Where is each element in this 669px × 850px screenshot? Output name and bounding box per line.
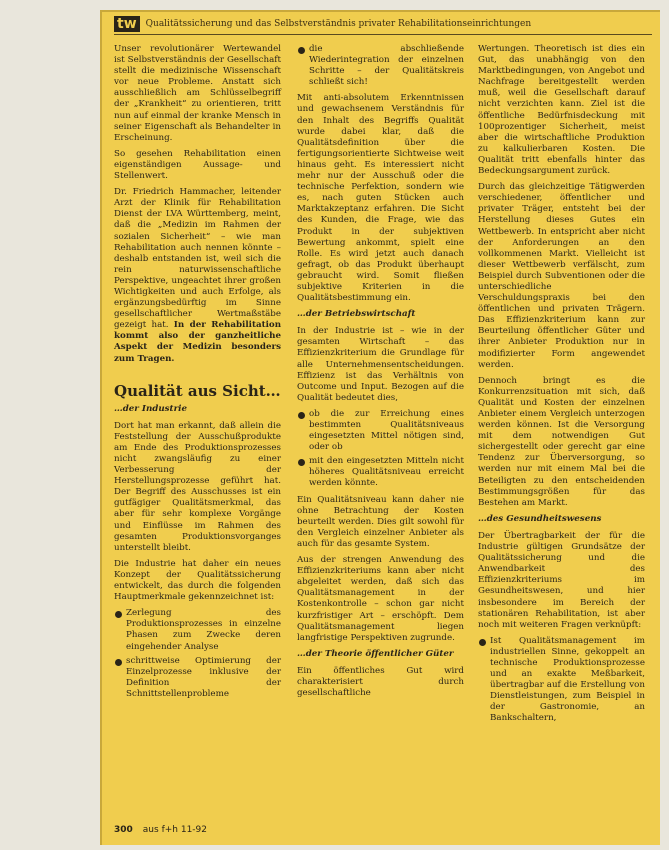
paragraph: So gesehen Rehabilitation einen eigenständigen Aussage- und Stellenwert. [114, 148, 281, 182]
paragraph: Die Industrie hat daher ein neues Konzept der Qualitätssicherung entwickelt, das durch die folgenden Hauptmerkmale gekennzeichnet ist: [114, 558, 281, 603]
section-heading: Qualität aus Sicht… [114, 381, 281, 400]
list-item: schrittweise Optimierung der Einzelprozesse inklusive der Definition der Schnittstellenprobleme [114, 656, 281, 700]
subheading: …der Theorie öffentlicher Güter [297, 648, 454, 659]
paragraph [114, 187, 281, 365]
magazine-logo: tw [114, 16, 140, 32]
column-1 [114, 44, 281, 705]
list-item: Ist Qualitätsmanagement im industriellen Sinne, gekoppelt an technische Produktionsprozesse und an exakte Meßbarkeit, übertragbar auf die Erstellung von Dienstleistungen, zum Beispiel in der Gastronomie, an Bankschaltern, [478, 636, 645, 725]
list-item: ob die zur Erreichung eines bestimmten Qualitätsniveaus eingesetzten Mittel nötigen sind, oder ob [297, 409, 464, 453]
document-page [100, 10, 660, 845]
paragraph: Der Übertragbarkeit der für die Industrie gültigen Grundsätze der Qualitätssicherung und die Anwendbarkeit des Effizienzkriteriums im Gesundheitswesen, und hier insbesondere im Bereich der stationären Rehabilitation, ist aber noch mit weiteren Fragen verknüpft: [478, 530, 645, 630]
bullet-list [114, 608, 281, 700]
paragraph: Wertungen. Theoretisch ist dies ein Gut, das unabhängig von den Marktbedingungen, von Angebot und Nachfrage bereitgestellt werden muß, weil die Gesellschaft darauf nicht verzichten kann. Ziel ist die öffentliche Bedürfnisdeckung mit 100prozentiger Sicherheit, meist aber die wirtschaftliche Produktion zu kalkulierbaren Kosten. Die Qualität tritt ebenfalls hinter das Bedeckungsargument zurück. [478, 44, 645, 177]
paragraph: Dort hat man erkannt, daß allein die Feststellung der Ausschußprodukte am Ende des Produktionsprozesses nicht zwangsläufig zu einer Verbesserung der Herstellungsprozesse geführt hat. Der Begriff des Ausschusses ist ein gutfägiger Qualitätsmerkmal, das aber für sehr komplexe Vorgänge und Einflüsse im Rahmen des gesamten Produktionsvorganges unterstellt bleibt. [114, 420, 281, 553]
paragraph-text: Dr. Friedrich Hammacher, leitender Arzt der Klinik für Rehabilitation Dienst der LVA Württemberg, meint, daß die „Medizin im Rahmen der sozialen Sicherheit“ – wie man Rehabilitation auch nennen könnte – deshalb entstanden ist, weil sich die rein naturwissenschaftliche Perspektive, ungeachtet ihrer großen Wichtigkeiten und auch Erfolge, als ergänzungsbedürftig im Sinne gesellschaftlicher Wertmaßstäbe gezeigt hat. [114, 187, 281, 331]
running-title: Qualitätssicherung und das Selbstverständnis privater Rehabilitationseinrichtungen [145, 19, 532, 29]
page-number: 300 [114, 825, 133, 835]
issue-reference: aus f+h 11-92 [142, 825, 207, 835]
list-item: Zerlegung des Produktionsprozesses in einzelne Phasen zum Zwecke deren eingehender Analyse [114, 608, 281, 652]
paragraph: Dennoch bringt es die Konkurrenzsituation mit sich, daß Qualität und Kosten der einzelnen Anbieter einem Vergleich unterzogen werden können. Ist die Versorgung mit dem notwendigen Gut sichergestellt oder gerecht gar eine Tendenz zur Überversorgung, so werden nur mit einem Mal bei die Beteiligten zu den entscheidenden Bestimmungsgrößen für das Bestehen am Markt. [478, 375, 645, 508]
paragraph: In der Industrie ist – wie in der gesamten Wirtschaft – das Effizienzkriterium die Grundlage für alle Unternehmensentscheidungen. Effizienz ist das Verhältnis von Outcome und Input. Bezogen auf die Qualität bedeutet dies, [297, 326, 464, 403]
column-3 [478, 44, 645, 730]
bullet-list [478, 636, 645, 725]
subheading: …der Betriebswirtschaft [297, 309, 416, 320]
paragraph: Unser revolutionärer Wertewandel ist Selbstverständnis der Gesellschaft stellt die medizinische Wissenschaft vor neue Probleme. Anstatt sich ausschließlich am Schlüsselbegriff der „Krankheit“ zu orientieren, tritt nun auf einmal der kranke Mensch in seiner Eigenschaft als Behandelter in Erscheinung. [114, 44, 281, 143]
list-item: die abschließende Wiederintegration der einzelnen Schritte – der Qualitätskreis schließt sich! [297, 44, 464, 88]
column-2 [297, 44, 464, 704]
paragraph: Ein öffentliches Gut wird charakterisiert durch gesellschaftliche [297, 665, 464, 699]
emphasis-text: In der Rehabilitation kommt also der ganzheitliche Aspekt der Medizin besonders zum Tragen. [114, 320, 282, 364]
subheading: …des Gesundheitswesens [478, 513, 602, 524]
list-item: mit den eingesetzten Mitteln nicht höheres Qualitätsniveau erreicht werden könnte. [297, 456, 464, 489]
bullet-list [297, 44, 464, 88]
page-header [114, 14, 652, 35]
paragraph: Ein Qualitätsniveau kann daher nie ohne Betrachtung der Kosten beurteilt werden. Dies gilt sowohl für den Vergleich einzelner Anbieter als auch für das gesamte System. [297, 494, 464, 549]
paragraph: Durch das gleichzeitige Tätigwerden verschiedener, öffentlicher und privater Träger, entsteht bei der Herstellung dieses Gutes ein Wettbewerb. In entspricht aber nicht der Anforderungen an den vollkommenen Markt. Vielleicht ist dieser Wettbewerb verfälscht, zum Beispiel durch Subventionen oder die unterschiedliche Verschuldungspraxis bei den öffentlichen und privaten Trägern. Das Effizienzkriterium kann zur Beurteilung öffentlicher Güter und ihrer Anbieter Produktion nur in modifizierter Form angewendet werden. [478, 182, 645, 370]
page-footer [114, 825, 207, 835]
subheading: …der Industrie [114, 403, 187, 414]
bullet-list [297, 409, 464, 490]
paragraph: Mit anti-absolutem Erkenntnissen und gewachsenem Verständnis für den Inhalt des Begriffs Qualität wurde dabei klar, daß die Qualitätsdefinition über die fertigungsorientierte Sichtweise weit hinaus geht. Es interessiert nicht mehr nur der Ausschuß oder die technische Perfektion, sondern wie es, nach guten Stücken auch Marktakzeptanz erfahren. Die Sicht des Kunden, die Frage, wie das Produkt in der subjektiven Bewertung ankommt, spielt eine Rolle. Es wird jetzt auch danach gefragt, ob das Produkt überhaupt gebraucht wird. Somit fließen subjektive Kriterien in die Qualitätsbestimmung ein. [297, 93, 464, 304]
paragraph: Aus der strengen Anwendung des Effizienzkriteriums kann aber nicht abgeleitet werden, daß sich das Qualitätsmanagement in der Kostenkontrolle – schon gar nicht kurzfristiger Art – erschöpft. Dem Qualitätsmanagement liegen langfristige Perspektiven zugrunde. [297, 555, 464, 643]
